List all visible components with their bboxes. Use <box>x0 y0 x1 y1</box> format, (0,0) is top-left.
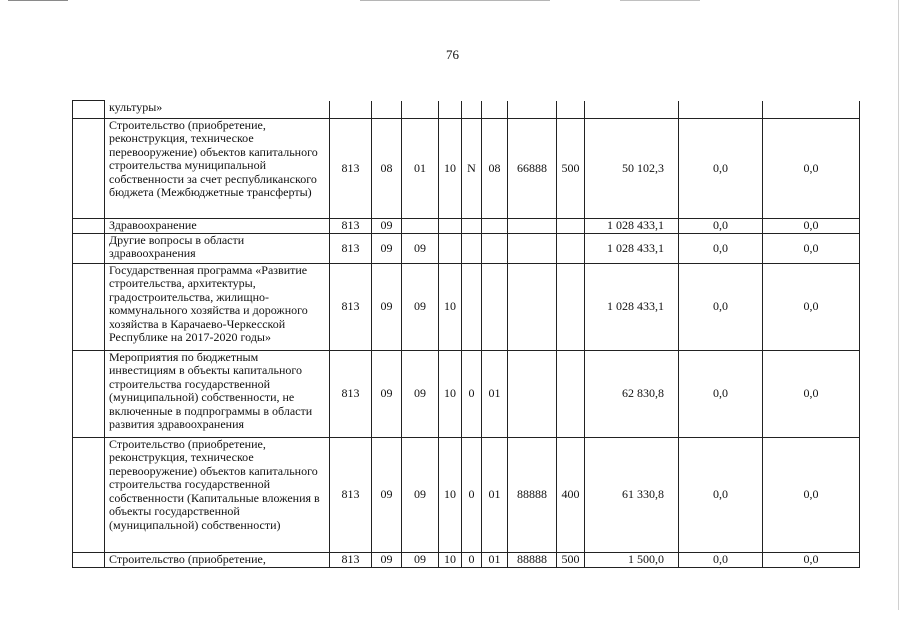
cell-program: 10 <box>439 351 462 438</box>
scan-artifact-line <box>8 0 68 1</box>
cell-direction <box>508 351 557 438</box>
cell-grbs: 813 <box>330 234 372 264</box>
cell-grbs: 813 <box>330 219 372 234</box>
cell-grbs: 813 <box>330 119 372 219</box>
cell-year-2: 0,0 <box>679 553 763 568</box>
table-row <box>73 438 860 553</box>
row-number-cell <box>73 234 105 264</box>
cell-name: Строительство (приобретение, реконструкция, техническое перевооружение) объектов капитального строительства муниципальной собственности за счет республиканского бюджета (Межбюджетные трансферты) <box>105 119 330 219</box>
cell-grbs <box>330 101 372 119</box>
cell-grbs: 813 <box>330 264 372 351</box>
cell-direction <box>508 234 557 264</box>
row-number-cell <box>73 119 105 219</box>
cell-name: Здравоохранение <box>105 219 330 234</box>
cell-amount: 62 830,8 <box>585 351 679 438</box>
cell-section: 09 <box>372 234 402 264</box>
cell-subprogram <box>462 264 482 351</box>
cell-amount <box>585 101 679 119</box>
cell-year-3: 0,0 <box>763 351 860 438</box>
cell-main-event: 01 <box>482 553 508 568</box>
cell-section: 09 <box>372 264 402 351</box>
cell-subsection <box>402 101 439 119</box>
cell-amount: 1 028 433,1 <box>585 264 679 351</box>
cell-subsection: 09 <box>402 351 439 438</box>
cell-amount: 1 028 433,1 <box>585 234 679 264</box>
scan-artifact-line <box>620 0 700 1</box>
cell-subprogram: 0 <box>462 438 482 553</box>
cell-expense-type <box>557 234 585 264</box>
cell-section: 09 <box>372 553 402 568</box>
table-row <box>73 234 860 264</box>
cell-main-event: 08 <box>482 119 508 219</box>
cell-grbs: 813 <box>330 351 372 438</box>
table-row <box>73 219 860 234</box>
table-row <box>73 553 860 568</box>
cell-name: Государственная программа «Развитие строительства, архитектуры, градостроительства, жилищно-коммунального хозяйства и дорожного хозяйства в Карачаево-Черкесской Республике на 2017-2020 годы» <box>105 264 330 351</box>
cell-name: Другие вопросы в области здравоохранения <box>105 234 330 264</box>
cell-year-3: 0,0 <box>763 219 860 234</box>
cell-expense-type <box>557 219 585 234</box>
cell-expense-type <box>557 101 585 119</box>
cell-year-2: 0,0 <box>679 438 763 553</box>
cell-direction <box>508 219 557 234</box>
cell-main-event: 01 <box>482 438 508 553</box>
cell-program <box>439 101 462 119</box>
row-number-cell <box>73 438 105 553</box>
cell-subsection: 09 <box>402 438 439 553</box>
cell-section <box>372 101 402 119</box>
cell-program: 10 <box>439 553 462 568</box>
cell-subprogram: N <box>462 119 482 219</box>
cell-expense-type <box>557 264 585 351</box>
page-number: 76 <box>446 47 459 62</box>
table-row <box>73 351 860 438</box>
cell-program <box>439 234 462 264</box>
cell-subprogram <box>462 101 482 119</box>
cell-direction: 88888 <box>508 438 557 553</box>
scan-edge-line <box>898 0 899 610</box>
table-row <box>73 101 860 119</box>
cell-subprogram: 0 <box>462 553 482 568</box>
table-row <box>73 119 860 219</box>
cell-year-3: 0,0 <box>763 438 860 553</box>
cell-subsection: 09 <box>402 234 439 264</box>
cell-main-event <box>482 219 508 234</box>
cell-year-2: 0,0 <box>679 264 763 351</box>
cell-main-event: 01 <box>482 351 508 438</box>
cell-amount: 1 028 433,1 <box>585 219 679 234</box>
cell-year-2 <box>679 101 763 119</box>
cell-name: Строительство (приобретение, реконструкция, техническое перевооружение) объектов капитального строительства государственной собственности (Капитальные вложения в объекты государственной (муниципальной) собственности) <box>105 438 330 553</box>
cell-amount: 61 330,8 <box>585 438 679 553</box>
cell-direction: 88888 <box>508 553 557 568</box>
cell-direction <box>508 101 557 119</box>
cell-expense-type: 500 <box>557 553 585 568</box>
cell-grbs: 813 <box>330 438 372 553</box>
table-row <box>73 264 860 351</box>
cell-section: 09 <box>372 438 402 553</box>
cell-direction <box>508 264 557 351</box>
cell-subsection: 09 <box>402 264 439 351</box>
cell-year-2: 0,0 <box>679 234 763 264</box>
row-number-cell <box>73 101 105 119</box>
cell-expense-type: 400 <box>557 438 585 553</box>
cell-expense-type: 500 <box>557 119 585 219</box>
cell-amount: 1 500,0 <box>585 553 679 568</box>
cell-name: Строительство (приобретение, <box>105 553 330 568</box>
cell-subsection <box>402 219 439 234</box>
cell-main-event <box>482 234 508 264</box>
cell-direction: 66888 <box>508 119 557 219</box>
cell-program: 10 <box>439 119 462 219</box>
cell-section: 09 <box>372 219 402 234</box>
cell-expense-type <box>557 351 585 438</box>
cell-grbs: 813 <box>330 553 372 568</box>
row-number-cell <box>73 219 105 234</box>
cell-year-3: 0,0 <box>763 553 860 568</box>
cell-section: 09 <box>372 351 402 438</box>
cell-name: культуры» <box>105 101 330 119</box>
row-number-cell <box>73 264 105 351</box>
cell-program: 10 <box>439 438 462 553</box>
budget-table <box>72 100 860 568</box>
scan-artifact-line <box>360 0 550 1</box>
cell-main-event <box>482 101 508 119</box>
cell-year-2: 0,0 <box>679 219 763 234</box>
cell-year-2: 0,0 <box>679 119 763 219</box>
cell-section: 08 <box>372 119 402 219</box>
cell-name: Мероприятия по бюджетным инвестициям в объекты капитального строительства государственной (муниципальной) собственности, не включенные в подпрограммы в области развития здравоохранения <box>105 351 330 438</box>
cell-subsection: 09 <box>402 553 439 568</box>
cell-main-event <box>482 264 508 351</box>
cell-year-3: 0,0 <box>763 119 860 219</box>
cell-year-3 <box>763 101 860 119</box>
cell-year-3: 0,0 <box>763 234 860 264</box>
cell-year-3: 0,0 <box>763 264 860 351</box>
cell-subsection: 01 <box>402 119 439 219</box>
row-number-cell <box>73 351 105 438</box>
cell-program: 10 <box>439 264 462 351</box>
cell-year-2: 0,0 <box>679 351 763 438</box>
cell-subprogram <box>462 234 482 264</box>
cell-amount: 50 102,3 <box>585 119 679 219</box>
row-number-cell <box>73 553 105 568</box>
cell-program <box>439 219 462 234</box>
cell-subprogram <box>462 219 482 234</box>
cell-subprogram: 0 <box>462 351 482 438</box>
